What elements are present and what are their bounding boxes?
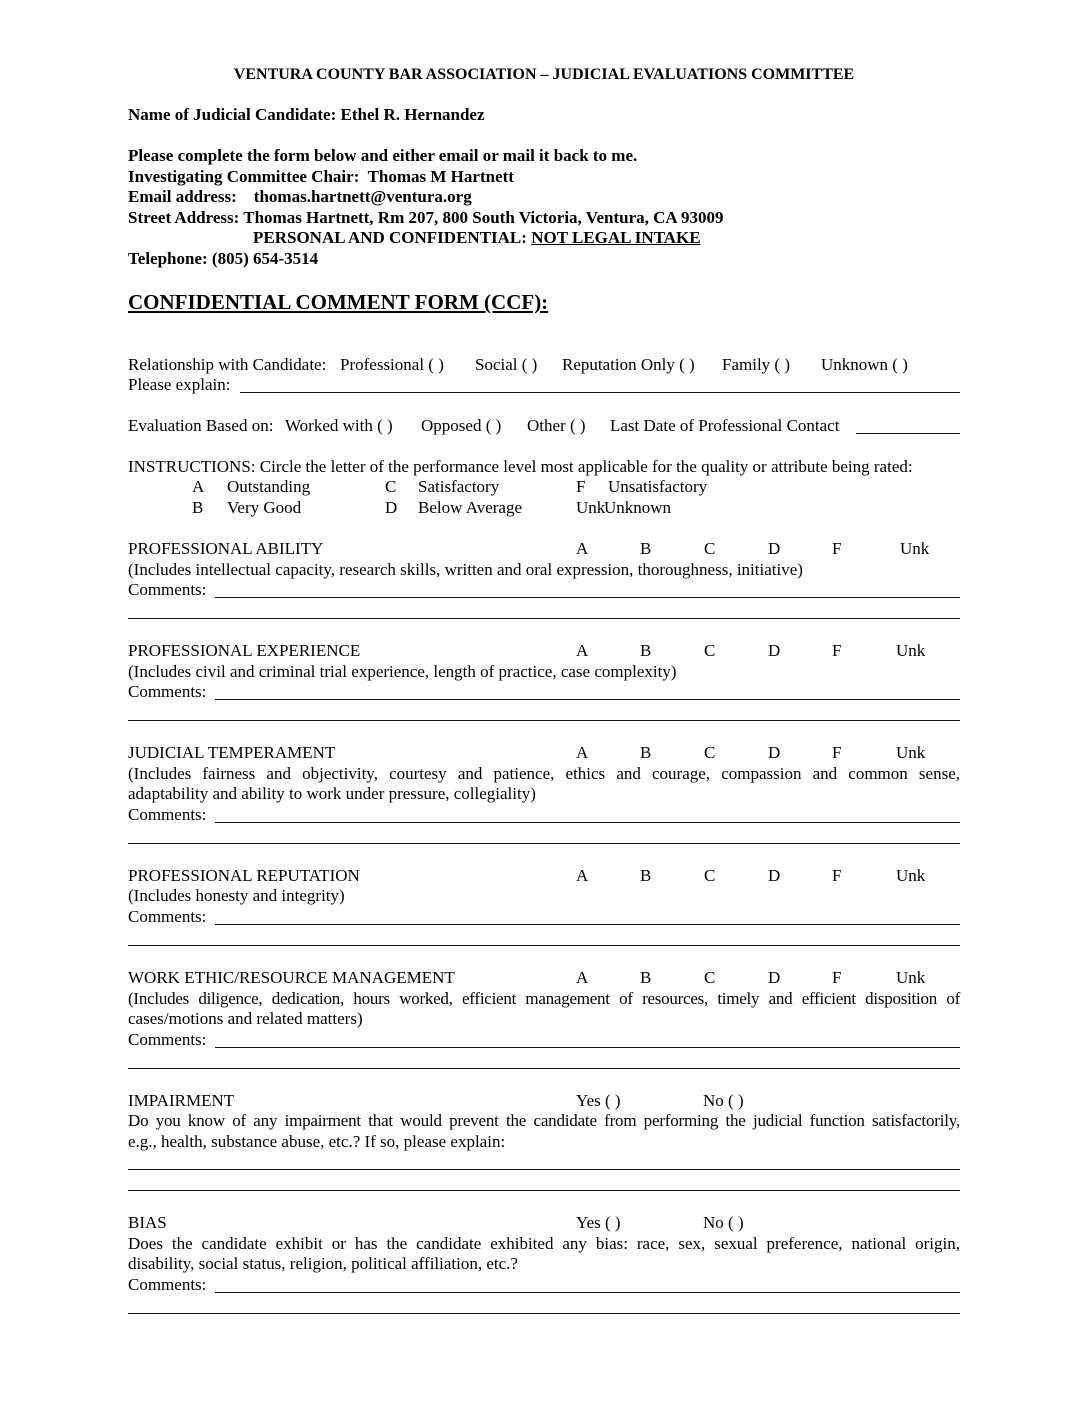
email-link[interactable]: thomas.hartnett@ventura.org (253, 187, 472, 206)
last-contact-label: Last Date of Professional Contact (610, 416, 840, 435)
bias-question-line-2: disability, social status, religion, political affiliation, etc.? (128, 1254, 518, 1273)
phone-number: (805) 654-3514 (211, 249, 319, 268)
grade-b[interactable]: B (640, 641, 652, 660)
email-line (128, 187, 472, 207)
impairment-question-line-2: e.g., health, substance abuse, etc.? If so, please explain: (128, 1132, 506, 1151)
comments-input-line-2[interactable] (128, 843, 960, 844)
grade-a[interactable]: A (576, 866, 589, 885)
comments-label: Comments: (128, 1275, 207, 1294)
scale-code-b: B (192, 498, 204, 517)
comments-label: Comments: (128, 907, 207, 926)
grade-f[interactable]: F (832, 968, 842, 987)
relationship-option-professional[interactable]: Professional ( ) (340, 355, 444, 374)
grade-f[interactable]: F (832, 641, 842, 660)
phone-label: Telephone: (128, 249, 208, 268)
street-address: Thomas Hartnett, Rm 207, 800 South Victoria, Ventura, CA 93009 (243, 208, 724, 227)
scale-label-c: Satisfactory (418, 477, 500, 496)
bias-question-line-1: Does the candidate exhibit or has the candidate exhibited any bias: race, sex, sexual preference, national origin, (128, 1234, 960, 1253)
street-label: Street Address: (128, 208, 240, 227)
comments-input-line-2[interactable] (128, 1068, 960, 1069)
grade-c[interactable]: C (704, 539, 716, 558)
comments-input-line-2[interactable] (128, 618, 960, 619)
candidate-label: Name of Judicial Candidate: (128, 105, 337, 124)
section-description-line-1: (Includes diligence, dedication, hours worked, efficient management of resources, timely and efficient disposition of (128, 989, 960, 1008)
grade-d[interactable]: D (768, 641, 781, 660)
impairment-explain-line-1[interactable] (128, 1169, 960, 1170)
bias-no-option[interactable]: No ( ) (703, 1213, 744, 1232)
scale-code-c: C (385, 477, 397, 496)
comments-input-line[interactable] (215, 822, 960, 823)
relationship-option-unknown[interactable]: Unknown ( ) (821, 355, 908, 374)
bias-yes-option[interactable]: Yes ( ) (576, 1213, 621, 1232)
confidential-prefix: PERSONAL AND CONFIDENTIAL: (253, 228, 527, 247)
comments-input-line-2[interactable] (128, 1313, 960, 1314)
impairment-question-line-1: Do you know of any impairment that would prevent the candidate from performing the judicial function satisfactorily, (128, 1111, 960, 1130)
grade-unk[interactable]: Unk (896, 866, 926, 885)
relationship-option-family[interactable]: Family ( ) (722, 355, 790, 374)
confidential-line (253, 228, 701, 248)
grade-a[interactable]: A (576, 641, 589, 660)
section-title: PROFESSIONAL EXPERIENCE (128, 641, 361, 660)
evaluation-option-other[interactable]: Other ( ) (527, 416, 586, 435)
grade-b[interactable]: B (640, 743, 652, 762)
street-line (128, 208, 724, 228)
comments-input-line[interactable] (215, 1292, 960, 1293)
section-description-line-1: (Includes fairness and objectivity, courtesy and patience, ethics and courage, compassion and common sense, (128, 764, 960, 783)
form-title: CONFIDENTIAL COMMENT FORM (CCF): (128, 290, 549, 314)
section-title: JUDICIAL TEMPERAMENT (128, 743, 336, 762)
grade-unk[interactable]: Unk (900, 539, 930, 558)
comments-input-line[interactable] (215, 597, 960, 598)
comments-input-line[interactable] (215, 699, 960, 700)
relationship-label: Relationship with Candidate: (128, 355, 327, 374)
section-title: BIAS (128, 1213, 167, 1232)
evaluation-option-opposed[interactable]: Opposed ( ) (421, 416, 502, 435)
last-contact-input-line[interactable] (856, 433, 960, 434)
grade-f[interactable]: F (832, 866, 842, 885)
grade-unk[interactable]: Unk (896, 968, 926, 987)
comments-input-line[interactable] (215, 1047, 960, 1048)
evaluation-option-worked-with[interactable]: Worked with ( ) (285, 416, 393, 435)
impairment-yes-option[interactable]: Yes ( ) (576, 1091, 621, 1110)
scale-label-b: Very Good (227, 498, 302, 517)
chair-name: Thomas M Hartnett (367, 167, 514, 186)
comments-label: Comments: (128, 580, 207, 599)
section-title: WORK ETHIC/RESOURCE MANAGEMENT (128, 968, 455, 987)
scale-code-d: D (385, 498, 398, 517)
telephone-line (128, 249, 318, 269)
impairment-no-option[interactable]: No ( ) (703, 1091, 744, 1110)
grade-c[interactable]: C (704, 641, 716, 660)
scale-code-unk: Unk (576, 498, 606, 517)
scale-label-f: Unsatisfactory (608, 477, 708, 496)
grade-a[interactable]: A (576, 968, 589, 987)
comments-input-line-2[interactable] (128, 720, 960, 721)
comments-label: Comments: (128, 805, 207, 824)
impairment-explain-line-2[interactable] (128, 1190, 960, 1191)
comments-label: Comments: (128, 1030, 207, 1049)
evaluation-label: Evaluation Based on: (128, 416, 274, 435)
scale-label-unk: Unknown (604, 498, 672, 517)
section-description-line-2: cases/motions and related matters) (128, 1009, 363, 1028)
section-description: (Includes civil and criminal trial experience, length of practice, case complexity) (128, 662, 677, 681)
grade-d[interactable]: D (768, 539, 781, 558)
grade-c[interactable]: C (704, 968, 716, 987)
document-title: VENTURA COUNTY BAR ASSOCIATION – JUDICIAL EVALUATIONS COMMITTEE (233, 66, 855, 83)
grade-unk[interactable]: Unk (896, 641, 926, 660)
scale-code-f: F (576, 477, 586, 496)
scale-label-a: Outstanding (227, 477, 311, 496)
grade-a[interactable]: A (576, 743, 589, 762)
explain-input-line[interactable] (240, 392, 960, 393)
comments-input-line[interactable] (215, 924, 960, 925)
instruction-line: Please complete the form below and either email or mail it back to me. (128, 146, 638, 165)
grade-b[interactable]: B (640, 866, 652, 885)
grade-f[interactable]: F (832, 743, 842, 762)
grade-b[interactable]: B (640, 539, 652, 558)
grade-d[interactable]: D (768, 743, 781, 762)
chair-label: Investigating Committee Chair: (128, 167, 360, 186)
grade-f[interactable]: F (832, 539, 842, 558)
scale-code-a: A (192, 477, 205, 496)
candidate-name: Ethel R. Hernandez (340, 105, 485, 124)
grade-c[interactable]: C (704, 743, 716, 762)
explain-label: Please explain: (128, 375, 231, 394)
grade-c[interactable]: C (704, 866, 716, 885)
section-title: IMPAIRMENT (128, 1091, 235, 1110)
chair-line (128, 167, 514, 187)
section-title: PROFESSIONAL ABILITY (128, 539, 324, 558)
section-description: (Includes honesty and integrity) (128, 886, 345, 905)
comments-label: Comments: (128, 682, 207, 701)
grade-a[interactable]: A (576, 539, 589, 558)
grade-unk[interactable]: Unk (896, 743, 926, 762)
section-description-line-2: adaptability and ability to work under pressure, collegiality) (128, 784, 536, 803)
comments-input-line-2[interactable] (128, 945, 960, 946)
section-title: PROFESSIONAL REPUTATION (128, 866, 360, 885)
grade-d[interactable]: D (768, 866, 781, 885)
grade-d[interactable]: D (768, 968, 781, 987)
candidate-line (128, 105, 485, 125)
email-label: Email address: (128, 187, 237, 206)
confidential-emphasis: NOT LEGAL INTAKE (531, 228, 701, 247)
relationship-option-social[interactable]: Social ( ) (475, 355, 538, 374)
scale-label-d: Below Average (418, 498, 523, 517)
grade-b[interactable]: B (640, 968, 652, 987)
section-description: (Includes intellectual capacity, research skills, written and oral expression, thoroughness, initiative) (128, 560, 803, 579)
instructions-text: INSTRUCTIONS: Circle the letter of the performance level most applicable for the quality or attribute being rated: (128, 457, 913, 476)
relationship-option-reputation-only[interactable]: Reputation Only ( ) (562, 355, 695, 374)
